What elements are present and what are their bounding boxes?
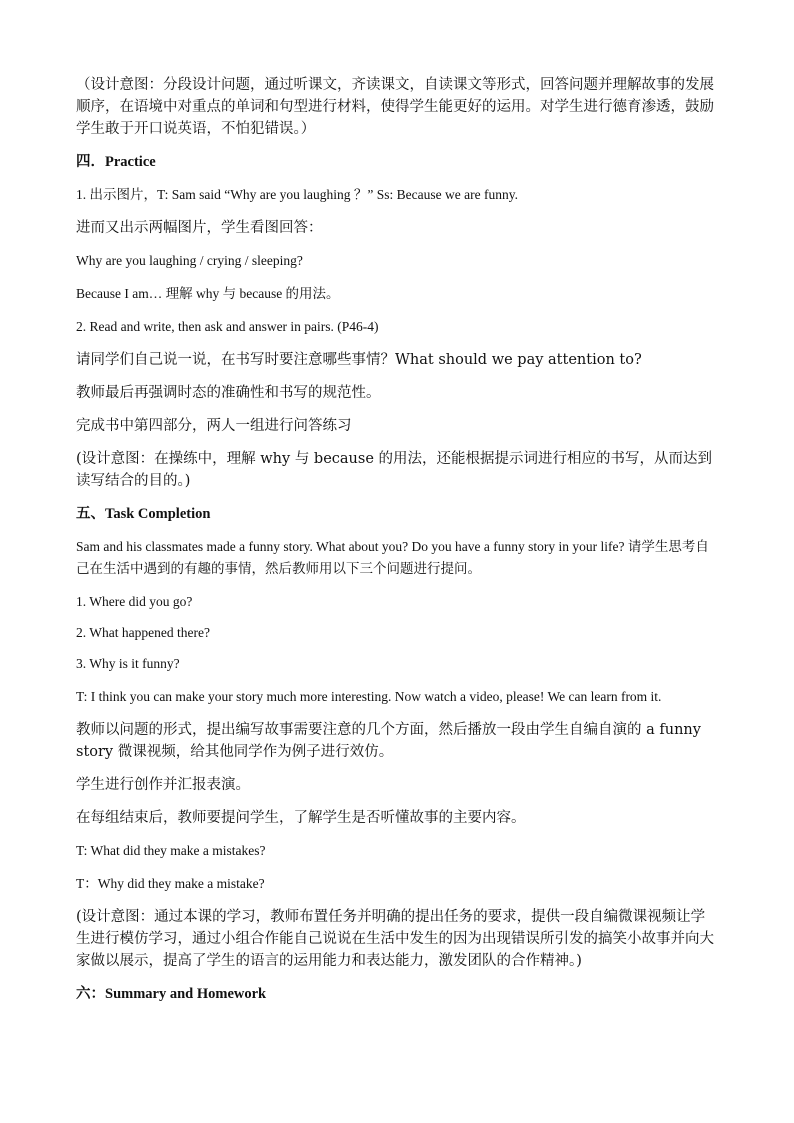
practice-question: Why are you laughing / crying / sleeping?: [76, 253, 303, 268]
section-heading-summary: [76, 983, 718, 1005]
task-text: 在每组结束后，教师要提问学生，了解学生是否听懂故事的主要内容。: [76, 810, 526, 826]
teacher-question: T：Why did they make a mistake?: [76, 876, 265, 891]
practice-text: 完成书中第四部分，两人一组进行问答练习: [76, 418, 352, 434]
task-question-1: 1. Where did you go?: [76, 594, 193, 609]
practice-step-1: 1. 出示图片，T: Sam said “Why are you laughing ？” Ss: Because we are funny.: [76, 187, 518, 202]
task-question-3: 3. Why is it funny?: [76, 656, 180, 671]
task-intro: Sam and his classmates made a funny story. What about you? Do you have a funny story in your life? 请学生思考自己在生活中遇到的有趣的事情，然后教师用以下三个问题进行提问。: [76, 539, 709, 576]
practice-text: 进而又出示两幅图片，学生看图回答：: [76, 220, 323, 236]
task-text: 学生进行创作并汇报表演。: [76, 777, 250, 793]
section-number: 四．: [76, 153, 105, 170]
task-question-2: 2. What happened there?: [76, 625, 210, 640]
practice-step-2: 2. Read and write, then ask and answer in pairs. (P46-4): [76, 319, 379, 334]
section-title: Practice: [105, 154, 156, 170]
section-heading-task-completion: [76, 503, 718, 525]
teacher-question: T: What did they make a mistakes?: [76, 843, 266, 858]
design-intent-paragraph: (设计意图：通过本课的学习，教师布置任务并明确的提出任务的要求，提供一段自编微课视频让学生进行模仿学习，通过小组合作能自己说说在生活中发生的因为出现错误所引发的搞笑小故事并向大家做以展示，提高了学生的语言的运用能力和表达能力，激发团队的合作精神。): [76, 909, 714, 969]
section-title: Task Completion: [105, 506, 211, 522]
document-page: [76, 74, 718, 1016]
teacher-line: T: I think you can make your story much more interesting. Now watch a video, please! We can learn from it.: [76, 689, 662, 704]
section-number: 六：: [76, 985, 105, 1002]
task-text: 教师以问题的形式，提出编写故事需要注意的几个方面，然后播放一段由学生自编自演的 a funny story 微课视频，给其他同学作为例子进行效仿。: [76, 722, 701, 760]
design-intent-paragraph: （设计意图：分段设计问题，通过听课文，齐读课文，自读课文等形式，回答问题并理解故事的发展顺序，在语境中对重点的单词和句型进行材料，使得学生能更好的运用。对学生进行德育渗透，鼓励学生敢于开口说英语，不怕犯错误。）: [76, 77, 714, 137]
practice-answer: Because I am… 理解 why 与 because 的用法。: [76, 286, 340, 301]
practice-text: 教师最后再强调时态的准确性和书写的规范性。: [76, 385, 381, 401]
practice-text: 请同学们自己说一说，在书写时要注意哪些事情？What should we pay attention to?: [76, 352, 642, 368]
design-intent-paragraph: (设计意图：在操练中，理解 why 与 because 的用法，还能根据提示词进行相应的书写，从而达到读写结合的目的。): [76, 451, 713, 489]
section-title: Summary and Homework: [105, 986, 267, 1002]
section-heading-practice: [76, 151, 718, 173]
section-number: 五、: [76, 505, 105, 522]
